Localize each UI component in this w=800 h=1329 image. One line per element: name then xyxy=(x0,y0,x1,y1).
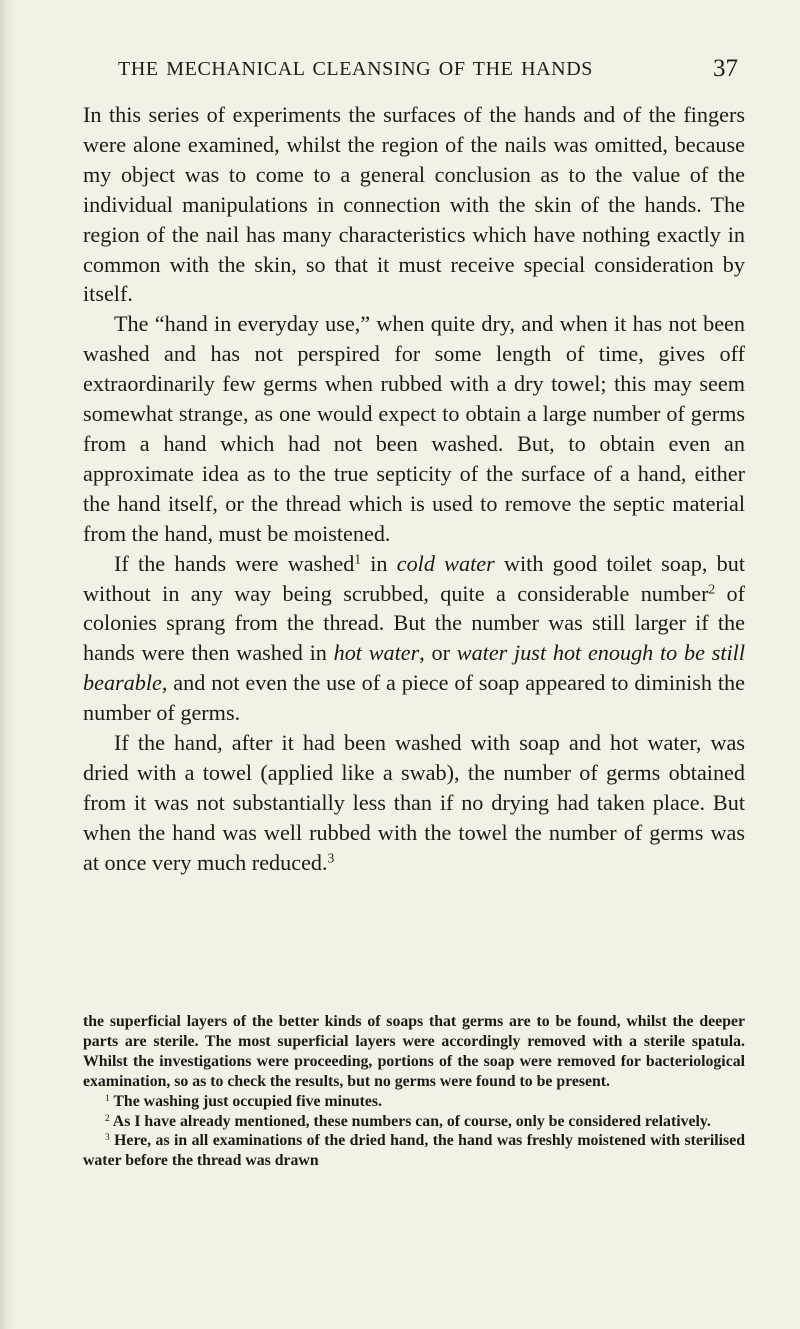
page-number: 37 xyxy=(713,55,738,82)
footnote-2-mark: 2 xyxy=(105,1113,110,1124)
page-edge xyxy=(0,0,14,1329)
paragraph-3-text-e: of colonies sprang from the thread. But the number was still larger if the hands were then washed in xyxy=(83,580,745,666)
paragraph-2: The “hand in everyday use,” when quite dry, and when it has not been washed and has not perspired for some length of time, gives off extraordinarily few germs when rubbed with a dry towel; this may seem somewhat strange, as one would expect to obtain a large number of germs from a hand which had not been washed. But, to obtain even an approximate idea as to the true septicity of the surface of a hand, either the hand itself, or the thread which is used to remove the septic material from the hand, must be moistened. xyxy=(83,311,745,546)
footnote-1-text: The washing just occupied five minutes. xyxy=(109,1092,382,1110)
footnote-3 xyxy=(83,1131,745,1171)
footnotes xyxy=(83,1012,745,1171)
footnote-3-text: Here, as in all examinations of the dried hand, the hand was freshly moistened with sterilised water before the thread was drawn xyxy=(83,1132,745,1170)
paragraph-3-text-i: , and not even the use of a piece of soap appeared to diminish the number of germs. xyxy=(83,670,745,726)
footnote-ref-3: 3 xyxy=(327,850,335,866)
paragraph-3-text-a: If the hands were washed xyxy=(114,550,355,576)
body-text xyxy=(83,100,745,878)
footnote-1 xyxy=(83,1092,745,1112)
paragraph-3-text-g: , or xyxy=(419,640,457,666)
footnote-ref-2: 2 xyxy=(708,581,716,597)
emphasis-bearable: water just hot enough to be still bearable xyxy=(83,640,745,696)
footnote-ref-1: 1 xyxy=(354,551,361,567)
footnote-3-mark: 3 xyxy=(105,1133,110,1144)
footnote-1-mark: 1 xyxy=(105,1093,110,1104)
footnote-2-text: As I have already mentioned, these numbers can, of course, only be considered relatively. xyxy=(109,1112,711,1130)
page-header xyxy=(118,55,738,92)
running-head: THE MECHANICAL CLEANSING OF THE HANDS xyxy=(118,58,593,80)
paragraph-4-text: If the hand, after it had been washed with soap and hot water, was dried with a towel (applied like a swab), the number of germs obtained from it was not substantially less than if no drying had taken place. But when the hand was well rubbed with the towel the number of germs was at once very much reduced. xyxy=(83,730,745,875)
paragraph-4 xyxy=(83,728,745,878)
paragraph-3-text-b: in xyxy=(360,550,397,576)
paragraph-3 xyxy=(83,549,745,728)
emphasis-hot-water: hot water xyxy=(333,640,420,666)
paragraph-1: In this series of experiments the surfaces of the hands and of the fingers were alone examined, whilst the region of the nails was omitted, because my object was to come to a general conclusion as to the value of the individual manipulations in connection with the skin of the hands. The region of the nail has many characteristics which have nothing exactly in common with the skin, so that it must receive special consideration by itself. xyxy=(83,102,745,307)
footnote-2 xyxy=(83,1112,745,1132)
paragraph-3-text-d: with good toilet soap, but without in any way being scrubbed, quite a considerable number xyxy=(83,550,745,606)
emphasis-cold-water: cold water xyxy=(396,550,495,576)
footnote-continued: the superficial layers of the better kinds of soaps that germs are to be found, whilst the deeper parts are sterile. The most superficial layers were accordingly removed with a sterile spatula. Whilst the investigations were proceeding, portions of the soap were removed for bacteriological examination, so as to check the results, but no germs were found to be present. xyxy=(83,1013,745,1090)
